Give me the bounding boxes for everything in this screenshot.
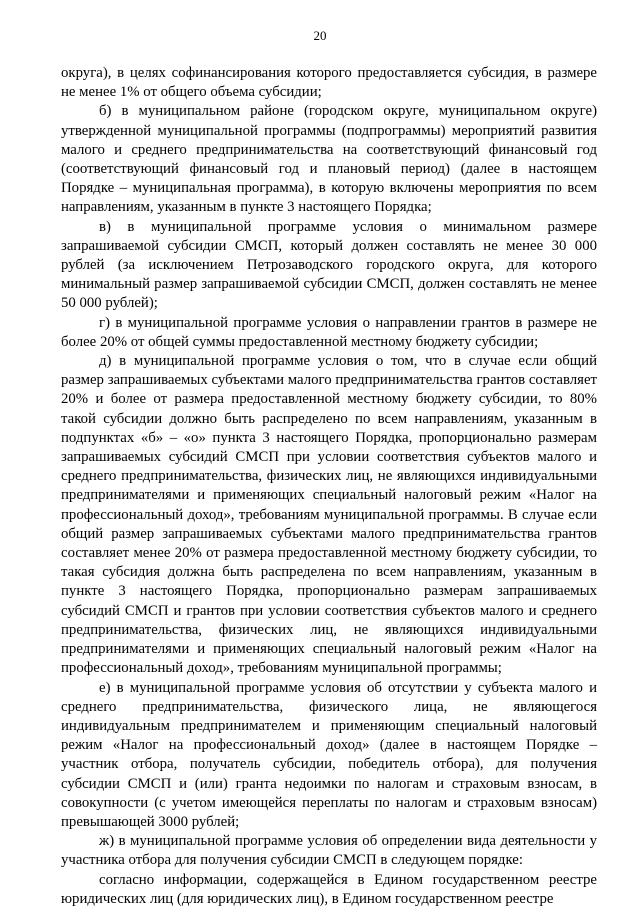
paragraph-a-continuation: округа), в целях софинансирования которого предоставляется субсидия, в размере не менее 1% от общего объема субсидии; [61,65,597,101]
page-number: 20 [313,28,327,43]
paragraph-v: в) в муниципальной программе условия о минимальном размере запрашиваемой субсидии СМСП, который должен составлять не менее 30 000 рублей (за исключением Петрозаводского городского округа, для которого минимальный размер запрашиваемой субсидии СМСП, должен составлять не менее 50 000 рублей); [61,218,597,312]
paragraph-b: б) в муниципальном районе (городском округе, муниципальном округе) утвержденной муниципальной программы (подпрограммы) мероприятий развития малого и среднего предпринимательства на соответствующий финансовый год (соответствующий финансовый год и плановый период) (далее в настоящем Порядке – муниципальная программа), в которую включены мероприятия по всем направлениям, указанным в пункте 3 настоящего Порядка; [61,103,597,216]
paragraph-e: е) в муниципальной программе условия об отсутствии у субъекта малого и среднего предпринимательства, физического лица, не являющегося индивидуальным предпринимателем и применяющим специальный налоговый режим «Налог на профессиональный доход» (далее в настоящем Порядке – участник отбора, получатель субсидии, победитель отбора), для получения субсидии СМСП и (или) гранта недоимки по налогам и страховым взносам, в совокупности (с учетом имеющейся переплаты по налогам и страховым взносам) превышающей 3000 рублей; [61,679,597,830]
paragraph-zh: ж) в муниципальной программе условия об определении вида деятельности у участника отбора для получения субсидии СМСП в следующем порядке: [61,833,597,869]
paragraph-zh-detail: согласно информации, содержащейся в Едином государственном реестре юридических лиц (для юридических лиц), в Едином государственном реестре [61,871,597,907]
paragraph-d: д) в муниципальной программе условия о том, что в случае если общий размер запрашиваемых субъектами малого предпринимательства грантов составляет 20% и более от размера предоставленной местному бюджету субсидии, то 80% такой субсидии должно быть распределено по всем направлениям, указанным в подпунктах «б» – «о» пункта 3 настоящего Порядка, пропорционально размерам запрашиваемых субсидий СМСП при условии соответствия субъектов малого и среднего предпринимательства, физических лиц, не являющихся индивидуальными предпринимателями и применяющих специальный налоговый режим «Налог на профессиональный доход», требованиям муниципальной программы. В случае если общий размер запрашиваемых субъектами малого предпринимательства грантов составляет менее 20% от размера предоставленной местному бюджету субсидии, то такая субсидия должна быть распределена по всем направлениям, указанным в пункте 3 настоящего Порядка, пропорционально размерам запрашиваемых субсидий СМСП и грантов при условии соответствия субъектов малого и среднего предпринимательства, физических лиц, не являющихся индивидуальными предпринимателями и применяющих специальный налоговый режим «Налог на профессиональный доход», требованиям муниципальной программы; [61,353,597,677]
paragraph-g: г) в муниципальной программе условия о направлении грантов в размере не более 20% от общей суммы предоставленной местному бюджету субсидии; [61,314,597,350]
document-body [61,64,597,909]
